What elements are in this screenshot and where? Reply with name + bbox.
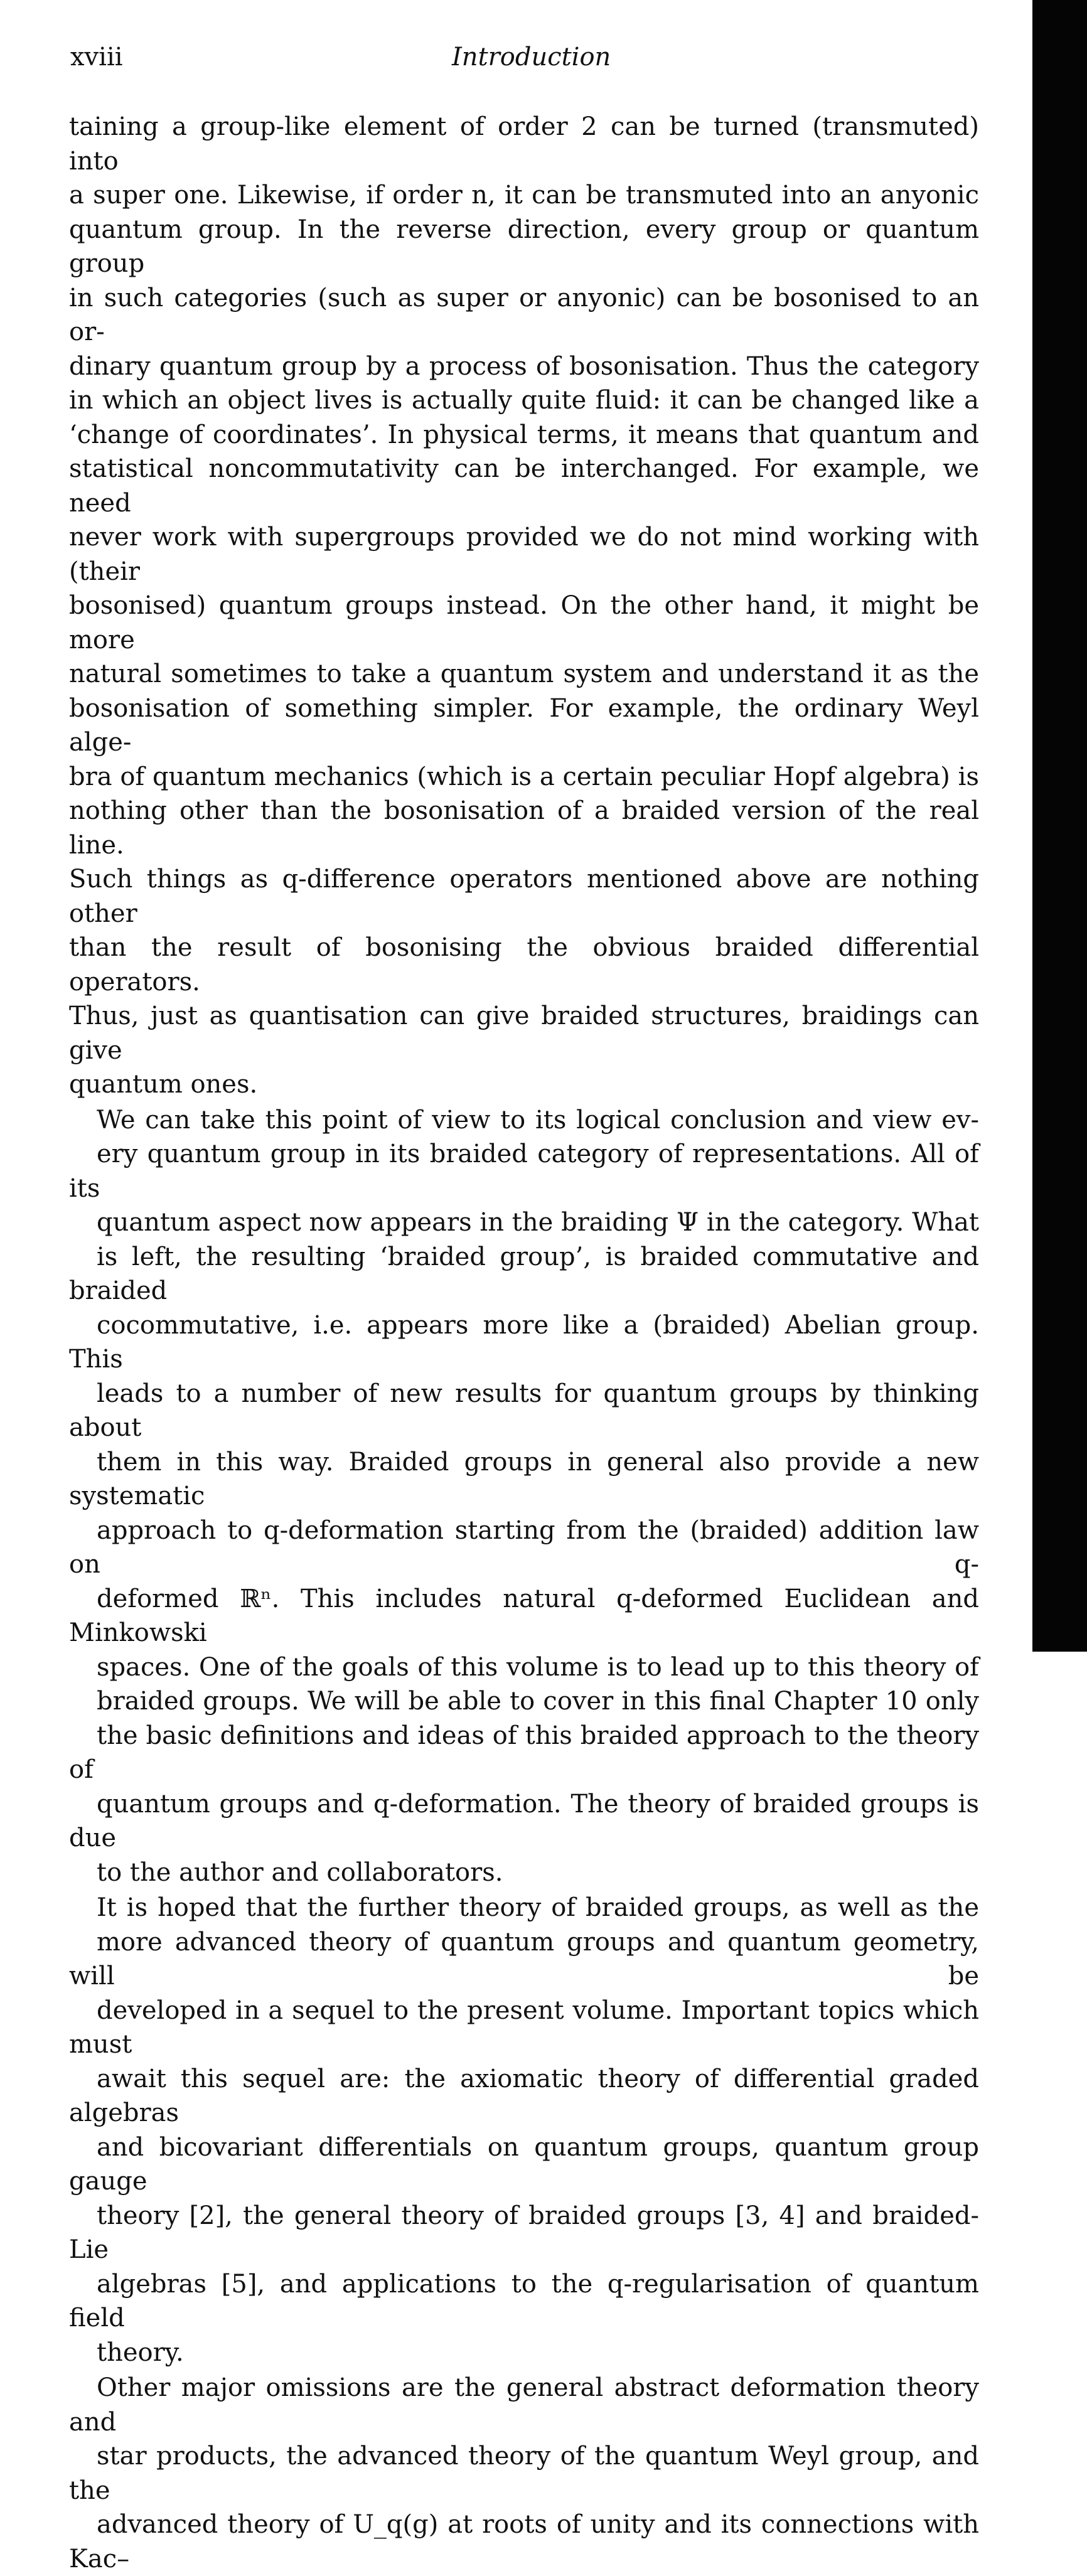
text-line: advanced theory of U_q(g) at roots of unity and its connections with Kac– <box>69 2510 979 2573</box>
text-line: statistical noncommutativity can be interchanged. For example, we need <box>69 454 979 518</box>
text-line: quantum groups and q-deformation. The theory of braided groups is due <box>69 1789 979 1852</box>
text-line: Thus, just as quantisation can give braided structures, braidings can give <box>69 1002 979 1065</box>
running-head <box>70 43 980 80</box>
page-number: xviii <box>70 43 123 72</box>
text-line: quantum aspect now appears in the braiding Ψ in the category. What <box>97 1208 979 1237</box>
text-line: bosonisation of something simpler. For example, the ordinary Weyl alge- <box>69 693 979 757</box>
text-line: Such things as q-difference operators mentioned above are nothing other <box>69 865 979 928</box>
paragraph-2 <box>69 1103 979 1890</box>
text-line: developed in a sequel to the present volume. Important topics which must <box>69 1996 979 2059</box>
paragraph-3 <box>69 1891 979 2370</box>
text-line: Other major omissions are the general abstract deformation theory and <box>69 2373 979 2437</box>
text-line: bra of quantum mechanics (which is a certain peculiar Hopf algebra) is <box>69 762 979 791</box>
text-line: never work with supergroups provided we do not mind working with (their <box>69 523 979 586</box>
text-line: It is hoped that the further theory of braided groups, as well as the <box>97 1893 979 1922</box>
text-line: ery quantum group in its braided category of representations. All of its <box>69 1140 979 1203</box>
text-line: We can take this point of view to its logical conclusion and view ev- <box>97 1105 979 1135</box>
text-line: more advanced theory of quantum groups and quantum geometry, will be <box>69 1927 979 1991</box>
running-title: Introduction <box>452 43 611 72</box>
text-line: them in this way. Braided groups in general also provide a new systematic <box>69 1447 979 1510</box>
text-line: star products, the advanced theory of the quantum Weyl group, and the <box>69 2442 979 2505</box>
text-line: theory [2], the general theory of braided groups [3, 4] and braided-Lie <box>69 2201 979 2264</box>
text-line: in such categories (such as super or anyonic) can be bosonised to an or- <box>69 283 979 346</box>
text-line: quantum group. In the reverse direction, every group or quantum group <box>69 215 979 278</box>
text-line: is left, the resulting ‘braided group’, is braided commutative and braided <box>69 1242 979 1305</box>
text-line: cocommutative, i.e. appears more like a (braided) Abelian group. This <box>69 1310 979 1374</box>
scan-edge-shadow <box>1032 0 1087 1652</box>
text-line: bosonised) quantum groups instead. On the other hand, it might be more <box>69 591 979 655</box>
paragraph-1 <box>69 110 979 1102</box>
text-line: theory. <box>97 2338 184 2367</box>
text-line: the basic definitions and ideas of this braided approach to the theory of <box>69 1721 979 1784</box>
text-line: nothing other than the bosonisation of a braided version of the real line. <box>69 796 979 860</box>
text-line: natural sometimes to take a quantum system and understand it as the <box>69 660 979 688</box>
text-line: deformed ℝⁿ. This includes natural q-deformed Euclidean and Minkowski <box>69 1584 979 1647</box>
text-line: braided groups. We will be able to cover in this final Chapter 10 only <box>97 1687 979 1716</box>
paragraph-4 <box>69 2371 979 2576</box>
text-line: and bicovariant differentials on quantum groups, quantum group gauge <box>69 2132 979 2196</box>
text-line: leads to a number of new results for quantum groups by thinking about <box>69 1379 979 1442</box>
text-line: quantum ones. <box>69 1070 258 1099</box>
text-line: spaces. One of the goals of this volume is to lead up to this theory of <box>97 1652 979 1682</box>
text-line: algebras [5], and applications to the q-regularisation of quantum field <box>69 2269 979 2333</box>
text-line: approach to q-deformation starting from the (braided) addition law on q- <box>69 1515 979 1579</box>
text-line: than the result of bosonising the obvious braided differential operators. <box>69 933 979 997</box>
text-line: taining a group-like element of order 2 can be turned (transmuted) into <box>69 112 979 176</box>
body-text <box>69 110 979 2576</box>
text-line: a super one. Likewise, if order n, it can be transmuted into an anyonic <box>69 181 979 210</box>
text-line: in which an object lives is actually quite fluid: it can be changed like a <box>69 386 979 415</box>
text-line: to the author and collaborators. <box>97 1857 503 1887</box>
text-line: ‘change of coordinates’. In physical terms, it means that quantum and <box>69 420 979 449</box>
text-line: await this sequel are: the axiomatic theory of differential graded algebras <box>69 2064 979 2127</box>
text-line: dinary quantum group by a process of bosonisation. Thus the category <box>69 351 979 381</box>
